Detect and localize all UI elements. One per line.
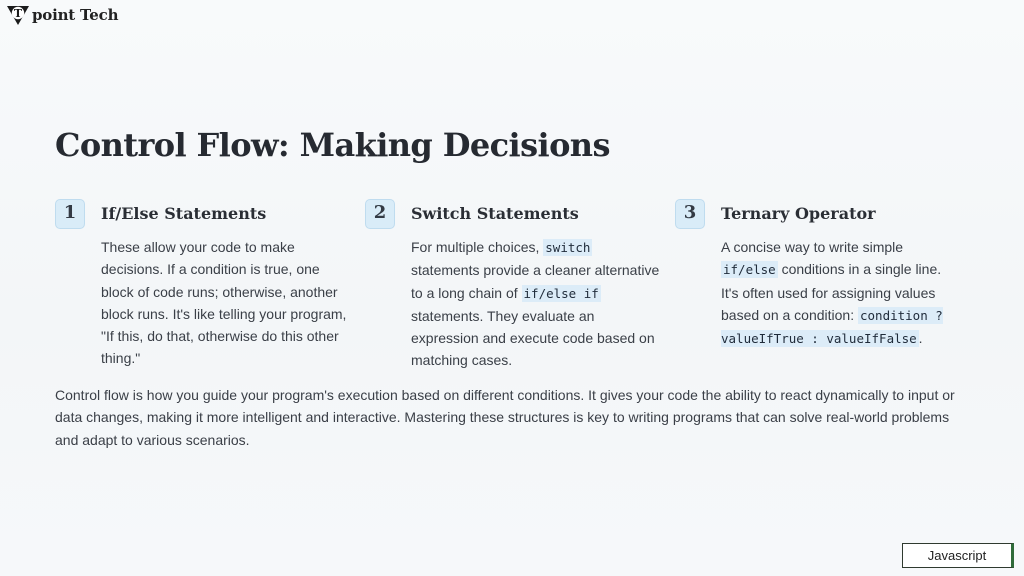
code-snippet: switch bbox=[545, 240, 591, 255]
code-snippet: condition ? valueIfTrue : valueIfFalse bbox=[721, 307, 943, 347]
card-heading: Ternary Operator bbox=[721, 204, 876, 223]
tpoint-logo-icon bbox=[6, 4, 30, 26]
desc-text: statements. They evaluate an expression and execute code based on matching cases. bbox=[411, 307, 655, 369]
code-snippet: if/else if bbox=[523, 285, 599, 301]
desc-text: For multiple choices, bbox=[411, 239, 544, 255]
code-snippet: if/else bbox=[723, 262, 776, 278]
card-description bbox=[721, 236, 961, 350]
desc-text: A concise way to write simple bbox=[721, 239, 904, 255]
summary-paragraph: Control flow is how you guide your program's execution based on different conditions. It gives your code the ability to react dynamically to input or data changes, making it more intelligent and interactive. Mastering these structures is key to writing programs that can solve real-world problems and adapt to various scenarios. bbox=[55, 387, 955, 448]
brand-logo bbox=[6, 4, 118, 26]
desc-text: conditions in a single line. It's often used for assigning values based on a condition: bbox=[721, 261, 942, 323]
desc-text: . bbox=[918, 330, 923, 347]
step-number-badge: 2 bbox=[365, 199, 395, 229]
step-number-badge: 1 bbox=[55, 199, 85, 229]
step-number-badge: 3 bbox=[675, 199, 705, 229]
page-title: Control Flow: Making Decisions bbox=[55, 126, 610, 164]
card-heading: Switch Statements bbox=[411, 204, 579, 223]
card-heading: If/Else Statements bbox=[101, 204, 267, 223]
brand-name: point Tech bbox=[32, 6, 119, 24]
logo-letter: T bbox=[13, 7, 23, 20]
desc-text: statements provide a cleaner alternative to a long chain of bbox=[411, 262, 660, 301]
topic-tag[interactable]: Javascript bbox=[902, 543, 1014, 568]
card-description bbox=[411, 236, 661, 372]
card-description: These allow your code to make decisions. If a condition is true, one block of code runs; otherwise, another block runs. It's like telling your program, "If this, do that, otherwise do this other thing." bbox=[101, 239, 347, 367]
